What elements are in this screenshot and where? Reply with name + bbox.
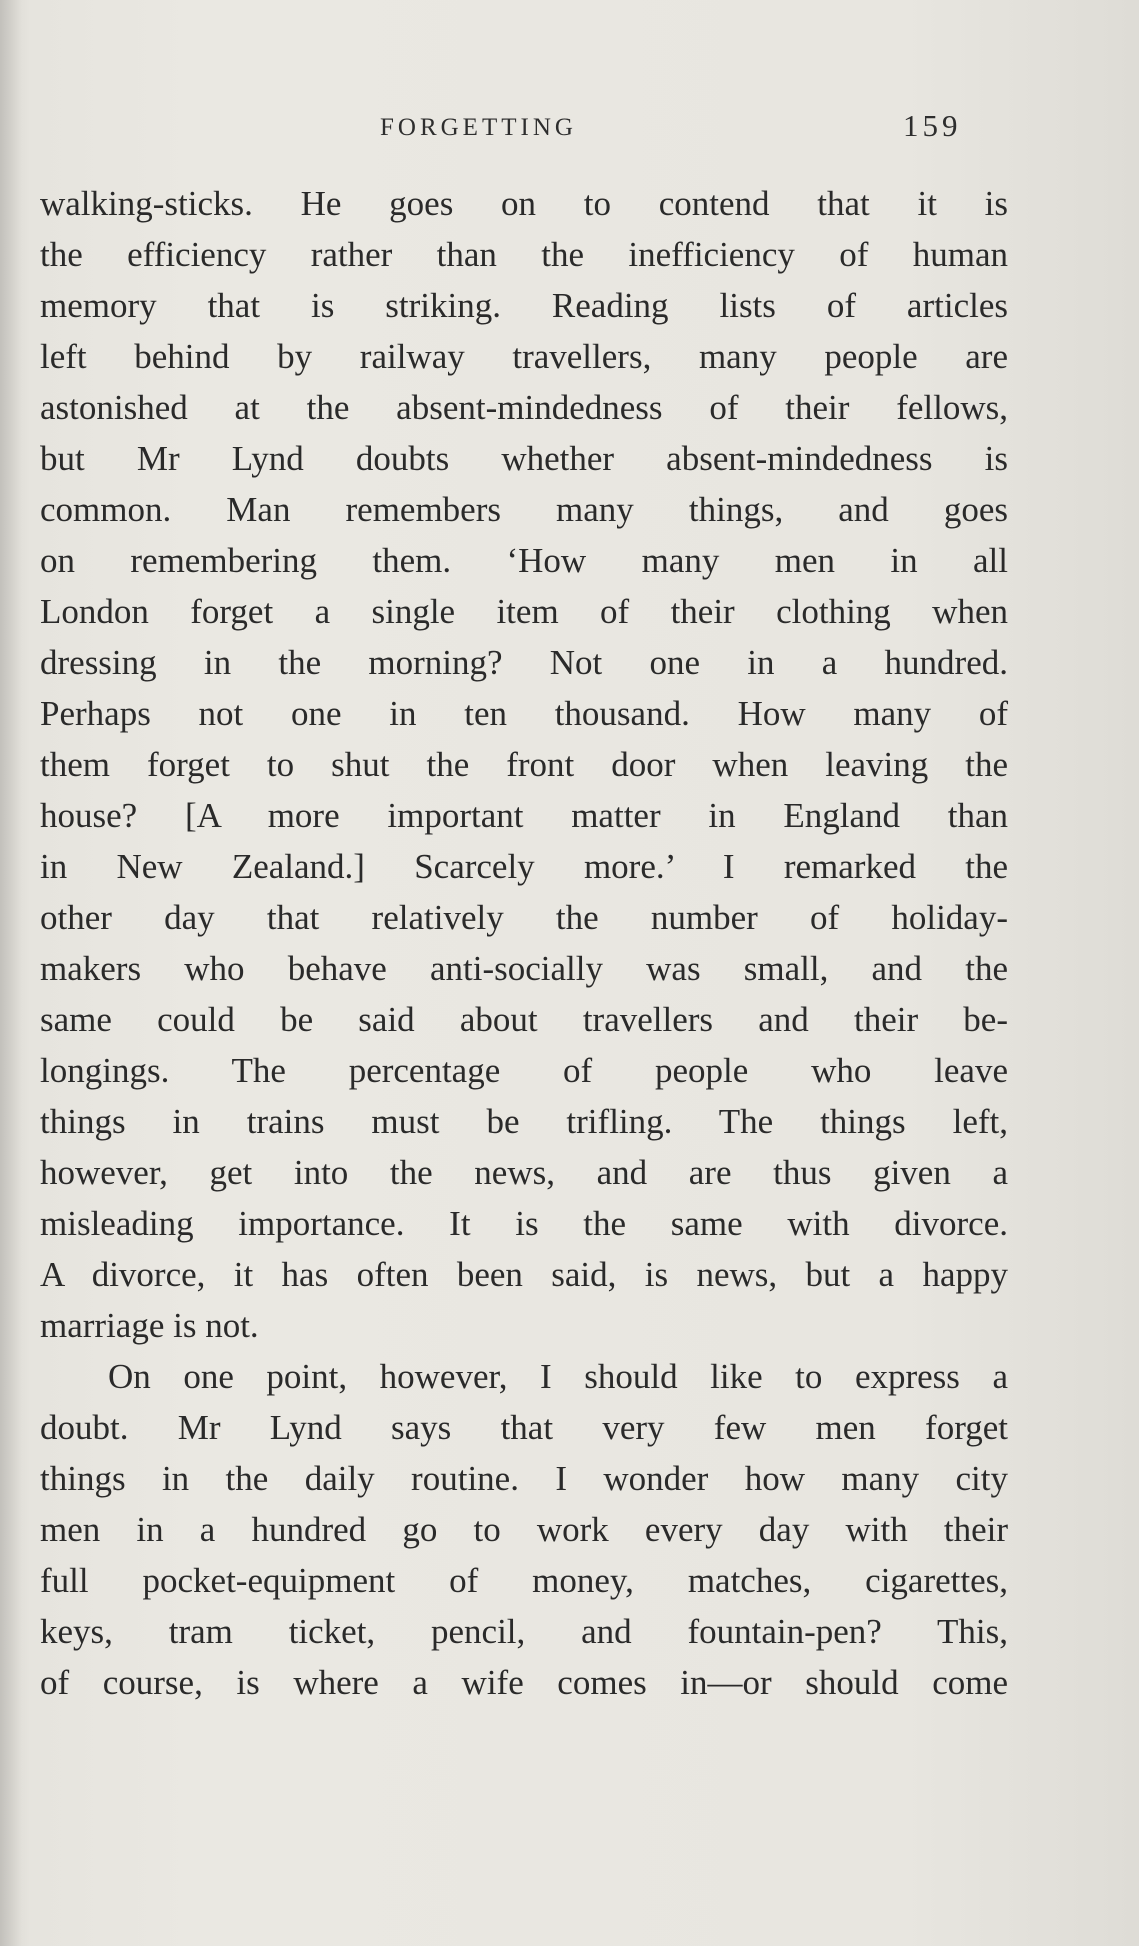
page-number: 159 xyxy=(903,108,962,143)
text-line: things in trains must be trifling. The things left, xyxy=(40,1102,1008,1141)
paragraph-2 xyxy=(40,1351,1008,1708)
text-line: other day that relatively the number of holiday- xyxy=(40,898,1008,937)
text-line: marriage is not. xyxy=(40,1306,259,1345)
text-line: Perhaps not one in ten thousand. How many of xyxy=(40,694,1008,733)
text-line: A divorce, it has often been said, is news, but a happy xyxy=(40,1255,1008,1294)
text-line: in New Zealand.] Scarcely more.’ I remarked the xyxy=(40,847,1008,886)
paragraph-1 xyxy=(40,178,1008,1351)
text-line: London forget a single item of their clothing when xyxy=(40,592,1008,631)
page-gutter-shadow xyxy=(0,0,22,1946)
text-line: memory that is striking. Reading lists of articles xyxy=(40,286,1008,325)
text-line: same could be said about travellers and their be- xyxy=(40,1000,1008,1039)
text-line: doubt. Mr Lynd says that very few men forget xyxy=(40,1408,1008,1447)
body-text xyxy=(40,178,1008,1708)
text-line: keys, tram ticket, pencil, and fountain-pen? This, xyxy=(40,1612,1008,1651)
text-line: On one point, however, I should like to express a xyxy=(108,1357,1008,1396)
text-line: them forget to shut the front door when leaving the xyxy=(40,745,1008,784)
text-line: common. Man remembers many things, and goes xyxy=(40,490,1008,529)
text-line: walking-sticks. He goes on to contend that it is xyxy=(40,184,1008,223)
running-head-title: FORGETTING xyxy=(380,114,577,141)
text-line: but Mr Lynd doubts whether absent-mindedness is xyxy=(40,439,1008,478)
text-line: men in a hundred go to work every day with their xyxy=(40,1510,1008,1549)
text-line: full pocket-equipment of money, matches, cigarettes, xyxy=(40,1561,1008,1600)
text-line: astonished at the absent-mindedness of their fellows, xyxy=(40,388,1008,427)
text-line: on remembering them. ‘How many men in all xyxy=(40,541,1008,580)
text-line: longings. The percentage of people who leave xyxy=(40,1051,1008,1090)
text-line: of course, is where a wife comes in—or should come xyxy=(40,1663,1008,1702)
text-line: the efficiency rather than the inefficiency of human xyxy=(40,235,1008,274)
text-line: things in the daily routine. I wonder how many city xyxy=(40,1459,1008,1498)
text-line: dressing in the morning? Not one in a hundred. xyxy=(40,643,1008,682)
text-line: left behind by railway travellers, many people are xyxy=(40,337,1008,376)
text-line: misleading importance. It is the same with divorce. xyxy=(40,1204,1008,1243)
text-line: however, get into the news, and are thus given a xyxy=(40,1153,1008,1192)
text-line: house? [A more important matter in England than xyxy=(40,796,1008,835)
text-line: makers who behave anti-socially was small, and the xyxy=(40,949,1008,988)
